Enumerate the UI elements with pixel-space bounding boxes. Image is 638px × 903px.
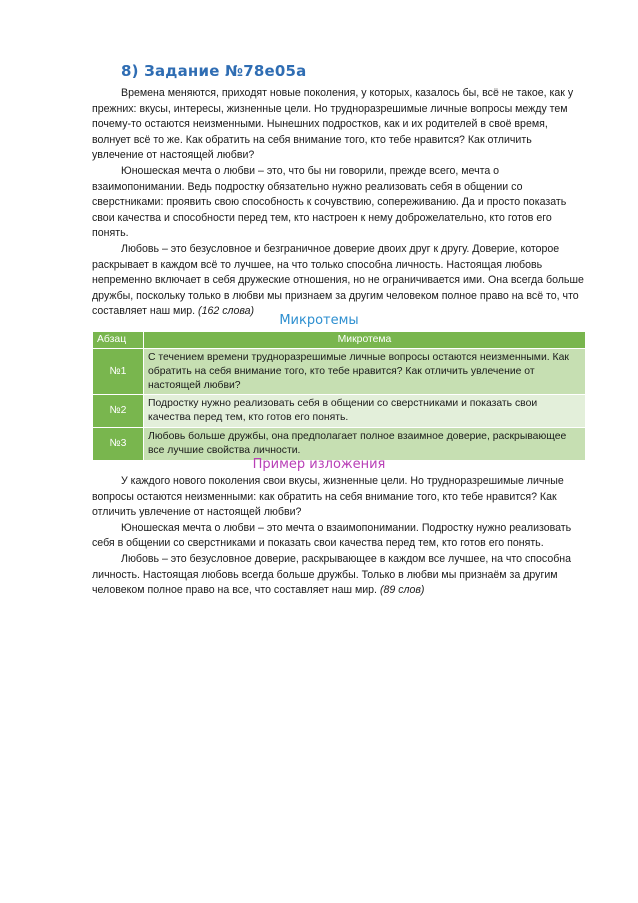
row-microtheme: С течением времени трудноразрешимые личные вопросы остаются неизменными. Как обратить на себя внимание того, кто тебе нравится? Как отличить увлечение от настоящей любви? [144, 349, 586, 395]
example-paragraph-3-text: Любовь – это безусловное доверие, раскрывающее в каждом все лучшее, на что способна личность. Настоящая любовь всегда больше дружбы. Только в любви мы признаём за другим человеком полное право на все, что составляет наш мир. [92, 552, 572, 597]
example-paragraph-3 [92, 552, 586, 599]
row-number: №3 [93, 427, 144, 460]
microthemes-title: Микротемы [279, 313, 359, 328]
example-word-count: (89 слов) [379, 584, 425, 597]
row-microtheme: Любовь больше дружбы, она предполагает полное взаимное доверие, раскрывающее все лучшие свойства личности. [144, 427, 586, 460]
example-paragraph-2: Юношеская мечта о любви – это мечта о взаимопонимании. Подростку нужно реализовать себя в общении со сверстниками и показать свои качества перед тем, кто готов его понять. [92, 521, 572, 550]
original-paragraph-3 [92, 242, 586, 320]
original-word-count: (162 слова) [198, 305, 255, 318]
table-row [93, 349, 586, 395]
microthemes-table [92, 331, 586, 461]
table-row [93, 427, 586, 460]
table-row [93, 395, 586, 428]
original-paragraph-3-text: Любовь – это безусловное и безграничное доверие двоих друг к другу. Доверие, которое раскрывает в каждом всё то лучшее, на что только способна личность. Настоящая любовь непременно включает в себя дружеские отношения, но не ограничивается ими. Она всегда больше дружбы, поскольку только в любви мы признаем за другим человеком полное право на всё то, что составляет наш мир. [92, 242, 584, 318]
header-paragraph: Абзац [93, 332, 144, 349]
row-microtheme: Подростку нужно реализовать себя в общении со сверстниками и показать свои качества перед тем, кто готов его понять. [144, 395, 586, 428]
table-header-row [93, 332, 586, 349]
header-microtheme: Микротема [144, 332, 586, 349]
example-text [92, 474, 586, 599]
example-title: Пример изложения [252, 457, 386, 472]
task-title: 8) Задание №78e05a [121, 62, 307, 80]
original-paragraph-1: Времена меняются, приходят новые поколения, у которых, казалось бы, всё не такое, как у прежних: вкусы, интересы, жизненные цели. Но трудноразрешимые личные вопросы между тем почему-то остаются неизменными. Нынешних подростков, как и их родителей в своё время, волнует всё то же. Как обратить на себя внимание того, кто тебе нравится? Как отличить увлечение от настоящей любви? [92, 87, 574, 162]
original-text [92, 86, 586, 320]
original-paragraph-2: Юношеская мечта о любви – это, что бы ни говорили, прежде всего, мечта о взаимопонимании. Ведь подростку обязательно нужно реализовать себя в общении со сверстниками: проявить свою способность к сочувствию, сопереживанию. Да и просто показать свои качества и способности перед тем, кто настроен к нему доброжелательно, кто готов его понять. [92, 164, 567, 240]
row-number: №2 [93, 395, 144, 428]
row-number: №1 [93, 349, 144, 395]
example-paragraph-1: У каждого нового поколения свои вкусы, жизненные цели. Но трудноразрешимые личные вопросы остаются неизменными: как обратить на себя внимание того, кто тебе нравится? Как отличить увлечение от настоящей любви? [92, 475, 564, 519]
